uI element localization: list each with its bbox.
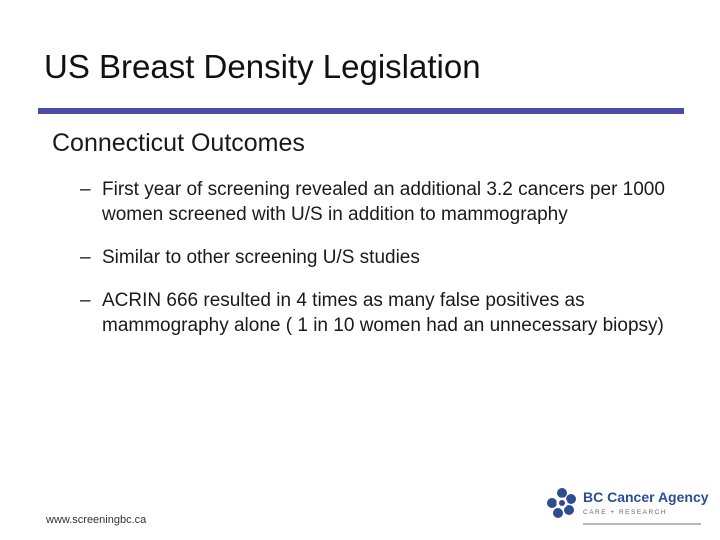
bullet-text: ACRIN 666 resulted in 4 times as many false positives as mammography alone ( 1 in 10 women had an unnecessary biopsy) (102, 290, 664, 336)
bullet-dash: – (80, 247, 91, 268)
bullet-item (80, 288, 690, 338)
logo-tagline: CARE + RESEARCH (583, 509, 668, 516)
bullet-dash: – (80, 290, 91, 311)
bullet-list (80, 177, 690, 338)
title-divider (38, 108, 684, 114)
bullet-item (80, 177, 690, 227)
slide-subheading: Connecticut Outcomes (52, 129, 305, 157)
slide-title: US Breast Density Legislation (44, 48, 481, 85)
bc-cancer-agency-logo (547, 487, 707, 532)
footer-url: www.screeningbc.ca (46, 514, 147, 526)
bullet-dash: – (80, 179, 91, 200)
logo-fine-print-line (583, 523, 701, 525)
bullet-text: First year of screening revealed an additional 3.2 cancers per 1000 women screened with U/S in addition to mammography (102, 179, 665, 225)
logo-name: BC Cancer Agency (583, 489, 709, 505)
bullet-text: Similar to other screening U/S studies (102, 247, 420, 268)
bc-cancer-agency-logo-icon (547, 487, 577, 521)
bullet-item (80, 245, 690, 270)
